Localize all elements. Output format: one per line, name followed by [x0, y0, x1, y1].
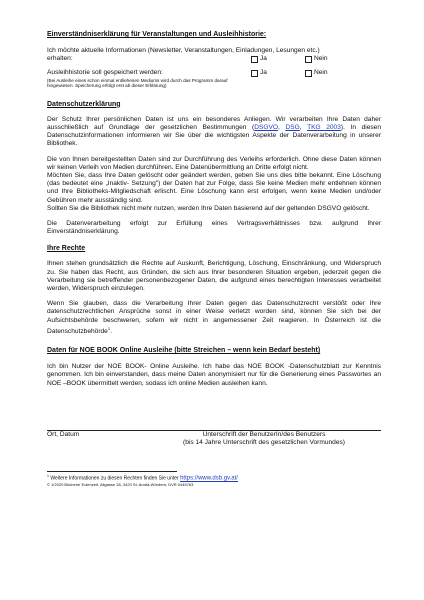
- dsb-link[interactable]: https://www.dsb.gv.at/: [180, 475, 238, 482]
- info-receive-label: erhalten:: [47, 55, 73, 63]
- rights-heading: Ihre Rechte: [47, 245, 86, 253]
- noebook-paragraph: Ich bin Nutzer der NOE BOOK- Online Ausleihe. Ich habe das NOE BOOK -Datenschutzblatt zur Kenntnis genommen. Ich bin einverstanden, dass meine Daten anonymisiert nur für die Generierung eines Passwortes an NOE –BOOK übermittelt werden, sodass ich online Medien ausleihen kann.: [47, 363, 381, 387]
- dsg-link[interactable]: DSG: [285, 124, 300, 131]
- privacy-paragraph-3: Möchten Sie, dass Ihre Daten gelöscht oder geändert werden, geben Sie uns dies bitte bekannt. Eine Löschung (das bedeutet eine „Inaktiv- Setzung") der Daten hat zur Folge, dass Sie keine Medien mehr entlehnen können und Ihre Bibliotheks-Mitgliedschaft erlischt. Eine Löschung kann erst erfolgen, wenn keine Medien und/oder Gebühren mehr ausständig sind.: [47, 172, 381, 204]
- rights-paragraph-1: Ihnen stehen grundsätzlich die Rechte auf Auskunft, Berichtigung, Löschung, Einschränkung, und Widerspruch zu. Sie haben das Recht, aus Gründen, die sich aus Ihrer besonderen Situation ergeben, jederzeit gegen die Verarbeitung sie betreffender personenbezogener Daten, die aufgrund eines berechtigten Interesses verarbeitet werden, Widerspruch einzulegen.: [47, 260, 381, 293]
- signature-label: Unterschrift der BenutzerIn/des Benutzers: [202, 430, 326, 438]
- history-ja-option[interactable]: Ja: [251, 69, 305, 77]
- footnote: $^1$ Weitere Informationen zu diesen Rechten finden Sie unter https://www.dsb.gv.at/: [47, 474, 238, 482]
- noebook-heading: Daten für NOE BOOK Online Ausleihe (bitte Streichen – wenn kein Bedarf besteht): [47, 347, 321, 355]
- history-nein-option[interactable]: Nein: [305, 69, 359, 77]
- signature-row: [47, 431, 381, 447]
- checkbox-icon[interactable]: [305, 70, 312, 77]
- history-note: (Bei Ausleihe eines schon einmal entliehenen Mediums wird durch das Programm darauf hingewiesen. Speicherung erfolgt erst ab dieser Erklärung): [47, 77, 228, 89]
- privacy-paragraph-5: Die Datenverarbeitung erfolgt zur Erfüllung eines Vertragsverhältnisses bzw. aufgrund Ihrer Einverständniserklärung.: [47, 220, 381, 236]
- privacy-paragraph-1: Der Schutz Ihrer persönlichen Daten ist uns ein besonderes Anliegen. Wir verarbeiten Ihre Daten daher ausschließlich auf Grundlage der gesetzlichen Bestimmungen (DSGVO, DSG, TKG 2003). In diesen Datenschutzinformationen informieren wir Sie über die wichtigsten Aspekte der Datenverarbeitung in unserer Bibliothek.: [47, 115, 381, 148]
- signature-note: (bis 14 Jahre Unterschrift des gesetzlichen Vormundes): [183, 439, 345, 447]
- privacy-paragraph-2: Die von Ihnen bereitgestellten Daten sind zur Durchführung des Verleihs erforderlich. Ohne diese Daten können wir keinen Verleih von Medien durchführen. Eine Datenübermittlung an Dritte erfolgt nicht.: [47, 155, 381, 171]
- dsgvo-link[interactable]: DSGVO: [254, 124, 279, 131]
- info-row: [47, 55, 381, 63]
- tkg-link[interactable]: TKG 2003: [307, 124, 341, 131]
- rights-paragraph-2: Wenn Sie glauben, dass die Verarbeitung Ihrer Daten gegen das Datenschutzrecht verstößt oder Ihre datenschutzrechtlichen Ansprüche sonst in einer Weise verletzt worden sind, können Sie sich bei der Aufsichtsbehörde beschweren, sofern wir nicht in angemessener Zeit reagieren. In Österreich ist die Datenschutzbehörde$^1$.: [47, 300, 381, 336]
- footnote-divider: [47, 471, 177, 472]
- checkbox-icon[interactable]: [251, 56, 258, 63]
- consent-heading: Einverständniserklärung für Veranstaltungen und Ausleihhistorie:: [47, 31, 267, 38]
- document-page: [47, 30, 381, 487]
- checkbox-icon[interactable]: [305, 56, 312, 63]
- info-ja-option[interactable]: Ja: [251, 55, 305, 63]
- history-label: Ausleihhistorie soll gespeichert werden:: [47, 69, 163, 77]
- history-row: [47, 69, 381, 77]
- checkbox-icon[interactable]: [251, 70, 258, 77]
- place-date-label: Ort, Datum: [47, 430, 80, 438]
- privacy-paragraph-4: Sollten Sie die Bibliothek nicht mehr nutzen, werden Ihre Daten basierend auf der geltenden DSGVO gelöscht.: [47, 204, 370, 212]
- info-nein-option[interactable]: Nein: [305, 55, 359, 63]
- info-line: Ich möchte aktuelle Informationen (Newsletter, Veranstaltungen, Einladungen, Lesungen etc.): [47, 47, 320, 54]
- privacy-heading: Datenschutzerklärung: [47, 100, 121, 108]
- footnote-ref: 1: [107, 325, 111, 331]
- copyright-line: © 1/2020 Büchereí Eulenzeit, Allgasse 28, 3423 St. Andrä-Wördern; DVR 0445763: [47, 481, 194, 487]
- signature-label-block: [169, 431, 359, 447]
